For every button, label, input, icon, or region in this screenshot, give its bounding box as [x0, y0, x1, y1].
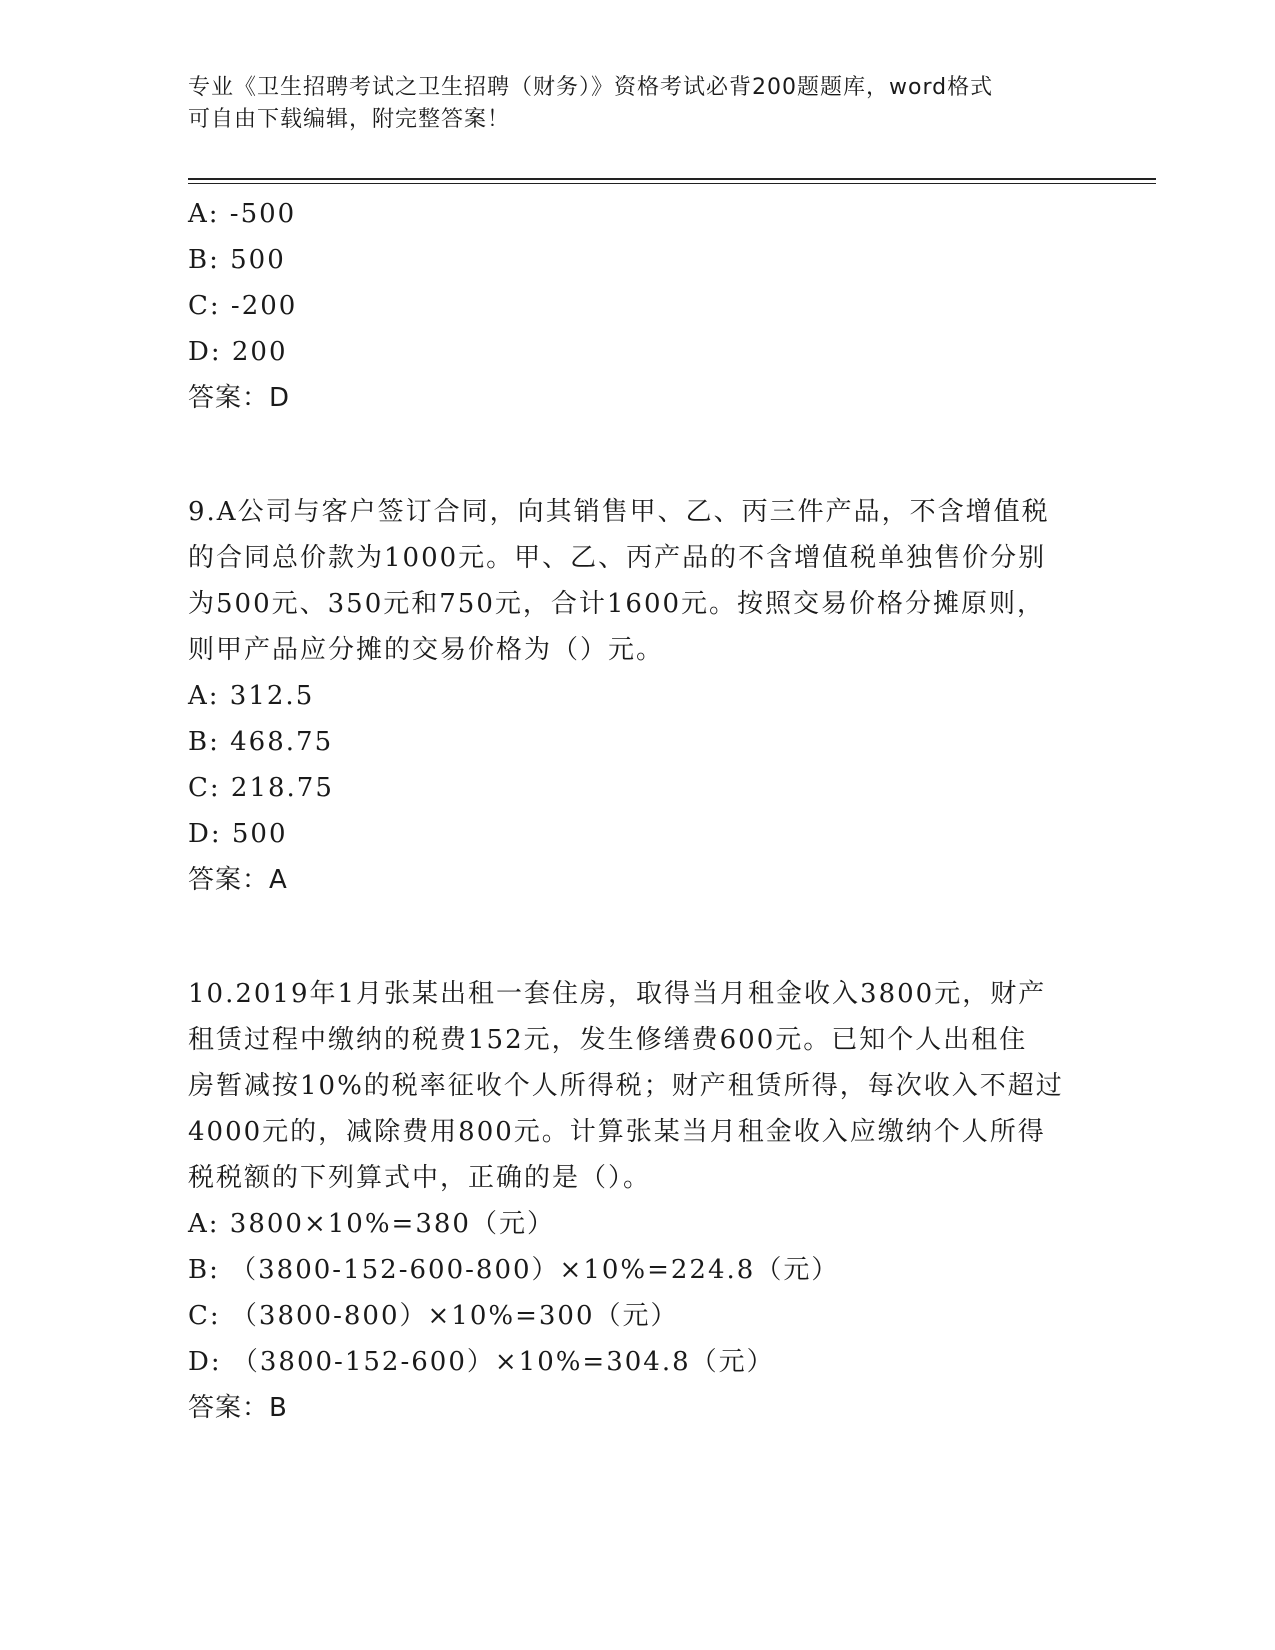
option-d: D: （3800-152-600）×10%=304.8（元） — [188, 1347, 775, 1377]
option-c: C: -200 — [188, 291, 298, 321]
header-line-1: 专业《卫生招聘考试之卫生招聘（财务）》资格考试必背200题题库，word格式 — [188, 75, 994, 100]
previous-question-options — [188, 191, 1088, 421]
question-text-line: 税税额的下列算式中，正确的是（）。 — [188, 1163, 652, 1193]
option-b: B: 500 — [188, 245, 286, 275]
answer-line: 答案：D — [188, 383, 291, 413]
answer-line: 答案：A — [188, 865, 288, 895]
question-text-line: 9.A公司与客户签订合同，向其销售甲、乙、丙三件产品，不含增值税 — [188, 497, 1050, 527]
option-b: B: 468.75 — [188, 727, 334, 757]
option-a: A: 312.5 — [188, 681, 315, 711]
option-a: A: 3800×10%=380（元） — [188, 1209, 555, 1239]
document-body — [188, 191, 1088, 1431]
question-text-line: 则甲产品应分摊的交易价格为（）元。 — [188, 635, 665, 665]
question-text-line: 房暂减按10%的税率征收个人所得税；财产租赁所得，每次收入不超过 — [188, 1071, 1064, 1101]
option-c: C: （3800-800）×10%=300（元） — [188, 1301, 679, 1331]
option-d: D: 500 — [188, 819, 288, 849]
option-a: A: -500 — [188, 199, 297, 229]
header-divider-secondary — [188, 183, 1156, 184]
question-text-line: 租赁过程中缴纳的税费152元，发生修缮费600元。已知个人出租住 — [188, 1025, 1028, 1055]
option-d: D: 200 — [188, 337, 288, 367]
option-b: B: （3800-152-600-800）×10%=224.8（元） — [188, 1255, 840, 1285]
question-text-line: 4000元的，减除费用800元。计算张某当月租金收入应缴纳个人所得 — [188, 1117, 1046, 1147]
question-9 — [188, 489, 1088, 903]
question-10 — [188, 971, 1088, 1431]
question-text-line: 的合同总价款为1000元。甲、乙、丙产品的不含增值税单独售价分别 — [188, 543, 1047, 573]
document-header — [188, 72, 1088, 136]
question-text-line: 为500元、350元和750元，合计1600元。按照交易价格分摊原则， — [188, 589, 1046, 619]
option-c: C: 218.75 — [188, 773, 334, 803]
answer-line: 答案：B — [188, 1393, 288, 1423]
question-text-line: 10.2019年1月张某出租一套住房，取得当月租金收入3800元，财产 — [188, 979, 1047, 1009]
header-line-2: 可自由下载编辑，附完整答案！ — [188, 107, 511, 132]
header-divider — [188, 178, 1156, 180]
